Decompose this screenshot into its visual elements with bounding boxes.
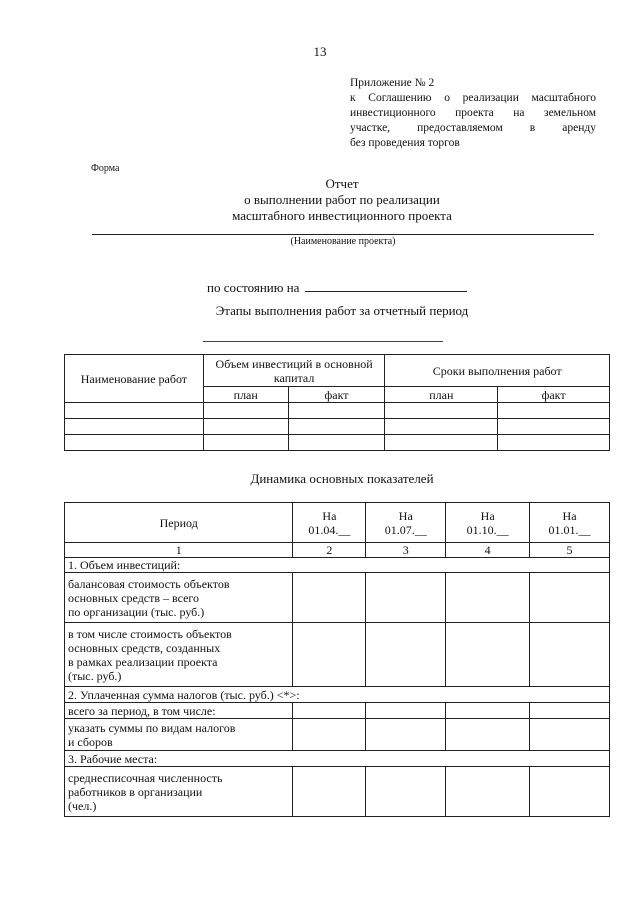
cell[interactable] bbox=[366, 703, 446, 719]
title-line-1: Отчет bbox=[325, 176, 359, 191]
cell[interactable] bbox=[498, 435, 610, 451]
cell[interactable] bbox=[446, 573, 530, 623]
appendix-header bbox=[350, 76, 596, 151]
table-row bbox=[65, 573, 610, 623]
document-title bbox=[0, 176, 640, 224]
row-label-staff: среднесписочная численность работников в организации (чел.) bbox=[65, 767, 293, 817]
dynamics-table bbox=[64, 502, 610, 817]
cell[interactable] bbox=[530, 623, 610, 687]
cell[interactable] bbox=[65, 435, 204, 451]
table-row bbox=[65, 767, 610, 817]
table-header-row bbox=[65, 503, 610, 543]
cell[interactable] bbox=[293, 573, 366, 623]
cell[interactable] bbox=[530, 719, 610, 751]
cell[interactable] bbox=[446, 719, 530, 751]
cell[interactable] bbox=[65, 403, 204, 419]
appendix-line-3: инвестиционного проекта на земельном bbox=[350, 107, 596, 119]
section-row bbox=[65, 751, 610, 767]
as-of-date bbox=[207, 279, 467, 296]
col-investment: Объем инвестиций в основной капитал bbox=[203, 355, 385, 387]
page-number: 13 bbox=[313, 44, 327, 59]
cell[interactable] bbox=[293, 719, 366, 751]
cell[interactable] bbox=[385, 403, 498, 419]
col-number: 2 bbox=[293, 543, 366, 558]
row-label-total: всего за период, в том числе: bbox=[65, 703, 293, 719]
project-name-caption: (Наименование проекта) bbox=[290, 236, 396, 247]
cell[interactable] bbox=[293, 767, 366, 817]
cell[interactable] bbox=[498, 403, 610, 419]
sub-plan: план bbox=[385, 387, 498, 403]
section-workplaces: 3. Рабочие места: bbox=[65, 751, 610, 767]
title-line-3: масштабного инвестиционного проекта bbox=[232, 208, 452, 223]
cell[interactable] bbox=[366, 573, 446, 623]
appendix-line-2: к Соглашению о реализации масштабного bbox=[350, 92, 596, 104]
dynamics-heading: Динамика основных показателей bbox=[250, 471, 434, 486]
cell[interactable] bbox=[203, 435, 288, 451]
col-terms: Сроки выполнения работ bbox=[385, 355, 610, 387]
cell[interactable] bbox=[293, 623, 366, 687]
cell[interactable] bbox=[498, 419, 610, 435]
row-label-including: в том числе стоимость объектов основных средств, созданных в рамках реализации проекта (тыс. руб.) bbox=[65, 623, 293, 687]
cell[interactable] bbox=[530, 703, 610, 719]
cell[interactable] bbox=[65, 419, 204, 435]
section-investments: 1. Объем инвестиций: bbox=[65, 558, 610, 573]
col-period: Период bbox=[65, 503, 293, 543]
cell[interactable] bbox=[385, 419, 498, 435]
col-number: 3 bbox=[366, 543, 446, 558]
sub-plan: план bbox=[203, 387, 288, 403]
table-row bbox=[65, 435, 610, 451]
col-work-name: Наименование работ bbox=[65, 355, 204, 403]
table-row bbox=[65, 419, 610, 435]
appendix-line-5: без проведения торгов bbox=[350, 137, 460, 149]
section-taxes: 2. Уплаченная сумма налогов (тыс. руб.) <*>: bbox=[65, 687, 610, 703]
col-date-4: На 01.01.__ bbox=[530, 503, 610, 543]
cell[interactable] bbox=[288, 419, 385, 435]
cell[interactable] bbox=[366, 767, 446, 817]
appendix-line-1: Приложение № 2 bbox=[350, 77, 435, 89]
table-row bbox=[65, 403, 610, 419]
cell[interactable] bbox=[366, 719, 446, 751]
as-of-date-field[interactable] bbox=[305, 279, 467, 292]
cell[interactable] bbox=[446, 623, 530, 687]
cell[interactable] bbox=[446, 767, 530, 817]
stages-table bbox=[64, 354, 610, 451]
row-label-balance: балансовая стоимость объектов основных средств – всего по организации (тыс. руб.) bbox=[65, 573, 293, 623]
appendix-line-4: участке, предоставляемом в аренду bbox=[350, 122, 596, 134]
table-header-row bbox=[65, 355, 610, 387]
section-row bbox=[65, 558, 610, 573]
column-numbers-row bbox=[65, 543, 610, 558]
stages-heading: Этапы выполнения работ за отчетный период bbox=[215, 303, 469, 318]
cell[interactable] bbox=[530, 573, 610, 623]
col-number: 1 bbox=[65, 543, 293, 558]
cell[interactable] bbox=[366, 623, 446, 687]
cell[interactable] bbox=[446, 703, 530, 719]
cell[interactable] bbox=[288, 403, 385, 419]
stages-underline bbox=[203, 341, 443, 342]
cell[interactable] bbox=[288, 435, 385, 451]
col-date-1: На 01.04.__ bbox=[293, 503, 366, 543]
project-name-line[interactable] bbox=[92, 234, 594, 235]
section-row bbox=[65, 687, 610, 703]
sub-fact: факт bbox=[288, 387, 385, 403]
table-row bbox=[65, 719, 610, 751]
row-label-taxes: указать суммы по видам налогов и сборов bbox=[65, 719, 293, 751]
table-row bbox=[65, 703, 610, 719]
title-line-2: о выполнении работ по реализации bbox=[244, 192, 440, 207]
col-date-2: На 01.07.__ bbox=[366, 503, 446, 543]
col-number: 4 bbox=[446, 543, 530, 558]
table-row bbox=[65, 623, 610, 687]
sub-fact: факт bbox=[498, 387, 610, 403]
cell[interactable] bbox=[203, 403, 288, 419]
cell[interactable] bbox=[293, 703, 366, 719]
cell[interactable] bbox=[203, 419, 288, 435]
form-label: Форма bbox=[91, 163, 120, 174]
col-date-3: На 01.10.__ bbox=[446, 503, 530, 543]
col-number: 5 bbox=[530, 543, 610, 558]
as-of-label: по состоянию на bbox=[207, 280, 300, 295]
cell[interactable] bbox=[530, 767, 610, 817]
cell[interactable] bbox=[385, 435, 498, 451]
